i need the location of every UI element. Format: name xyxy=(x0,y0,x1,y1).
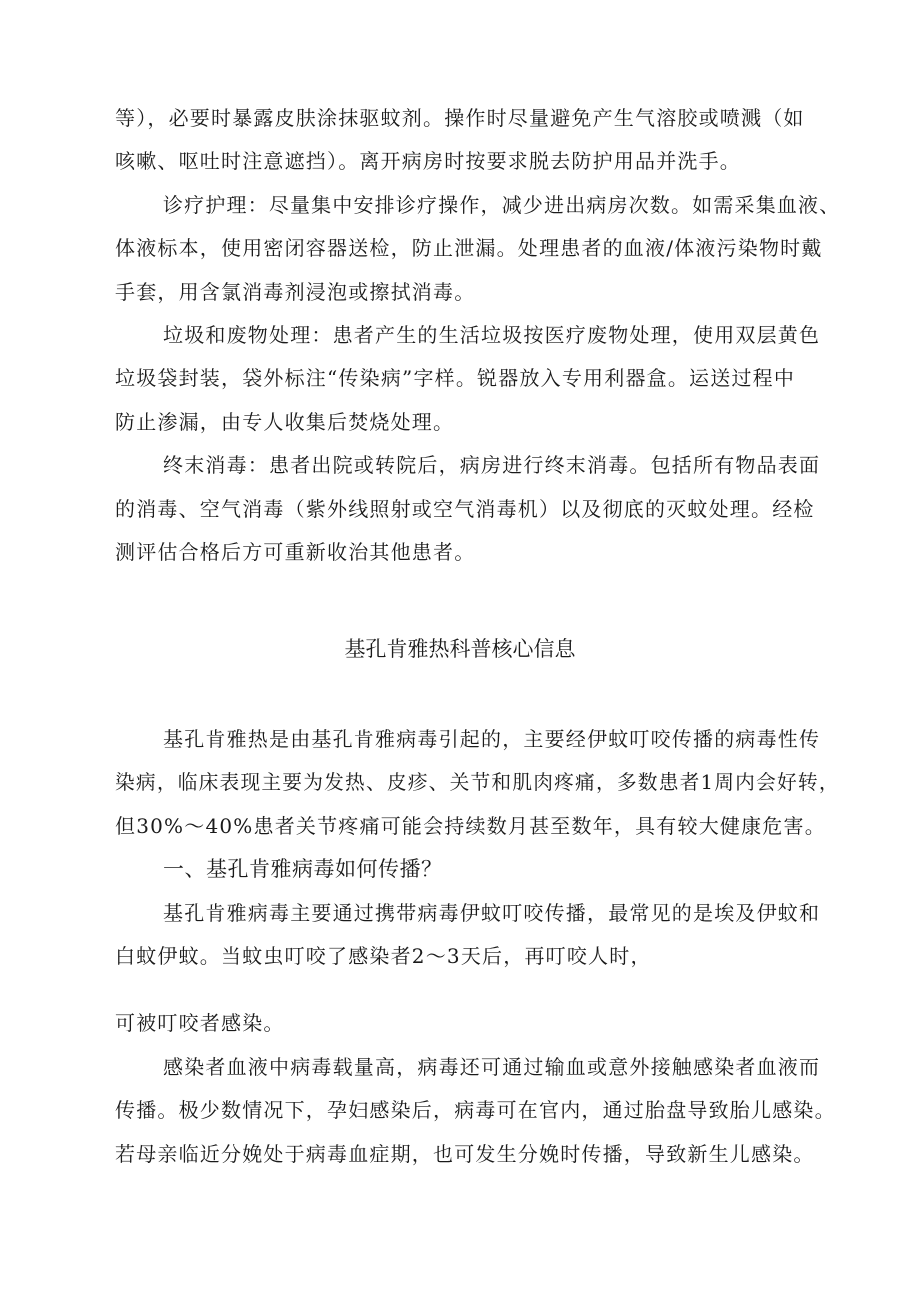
paragraph-line: 染病，临床表现主要为发热、皮疹、关节和肌肉疼痛，多数患者1周内会好转， xyxy=(115,770,840,794)
paragraph-line: 可被叮咬者感染。 xyxy=(115,1011,285,1035)
paragraph-line: 测评估合格后方可重新收治其他患者。 xyxy=(115,540,476,564)
paragraph-line: 垃圾和废物处理：患者产生的生活垃圾按医疗废物处理，使用双层黄色 xyxy=(163,323,821,347)
section-heading: 一、基孔肯雅病毒如何传播？ xyxy=(163,857,443,881)
paragraph-line: 等），必要时暴露皮肤涂抹驱蚊剂。操作时尽量避免产生气溶胶或喷溅（如 xyxy=(115,106,805,130)
page-title: 基孔肯雅热科普核心信息 xyxy=(344,637,576,661)
paragraph-line: 基孔肯雅病毒主要通过携带病毒伊蚊叮咬传播，最常见的是埃及伊蚊和 xyxy=(163,901,821,925)
paragraph-line: 白蚊伊蚊。当蚊虫叮咬了感染者2～3天后，再叮咬人时， xyxy=(115,944,652,968)
paragraph-line: 终末消毒：患者出院或转院后，病房进行终末消毒。包括所有物品表面 xyxy=(163,453,821,477)
paragraph-line: 的消毒、空气消毒（紫外线照射或空气消毒机）以及彻底的灭蚊处理。经检 xyxy=(115,497,815,521)
paragraph-line: 诊疗护理：尽量集中安排诊疗操作，减少进出病房次数。如需采集血液、 xyxy=(163,193,841,217)
paragraph-line: 手套，用含氯消毒剂浸泡或擦拭消毒。 xyxy=(115,280,476,304)
paragraph-line: 传播。极少数情况下，孕妇感染后，病毒可在官内，通过胎盘导致胎儿感染。 xyxy=(115,1098,836,1122)
paragraph-line: 感染者血液中病毒载量高，病毒还可通过输血或意外接触感染者血液而 xyxy=(163,1055,821,1079)
paragraph-line: 咳嗽、呕吐时注意遮挡）。离开病房时按要求脱去防护用品并洗手。 xyxy=(115,149,741,173)
paragraph-line: 防止渗漏，由专人收集后焚烧处理。 xyxy=(115,410,455,434)
paragraph-line: 垃圾袋封装，袋外标注“传染病”字样。锐器放入专用利器盒。运送过程中 xyxy=(115,366,796,390)
paragraph-line: 但30%～40%患者关节疼痛可能会持续数月甚至数年，具有较大健康危害。 xyxy=(115,814,826,838)
paragraph-line: 体液标本，使用密闭容器送检，防止泄漏。处理患者的血液/体液污染物时戴 xyxy=(115,236,823,260)
paragraph-line: 基孔肯雅热是由基孔肯雅病毒引起的，主要经伊蚊叮咬传播的病毒性传 xyxy=(163,727,821,751)
paragraph-line: 若母亲临近分娩处于病毒血症期，也可发生分娩时传播，导致新生儿感染。 xyxy=(115,1142,815,1166)
